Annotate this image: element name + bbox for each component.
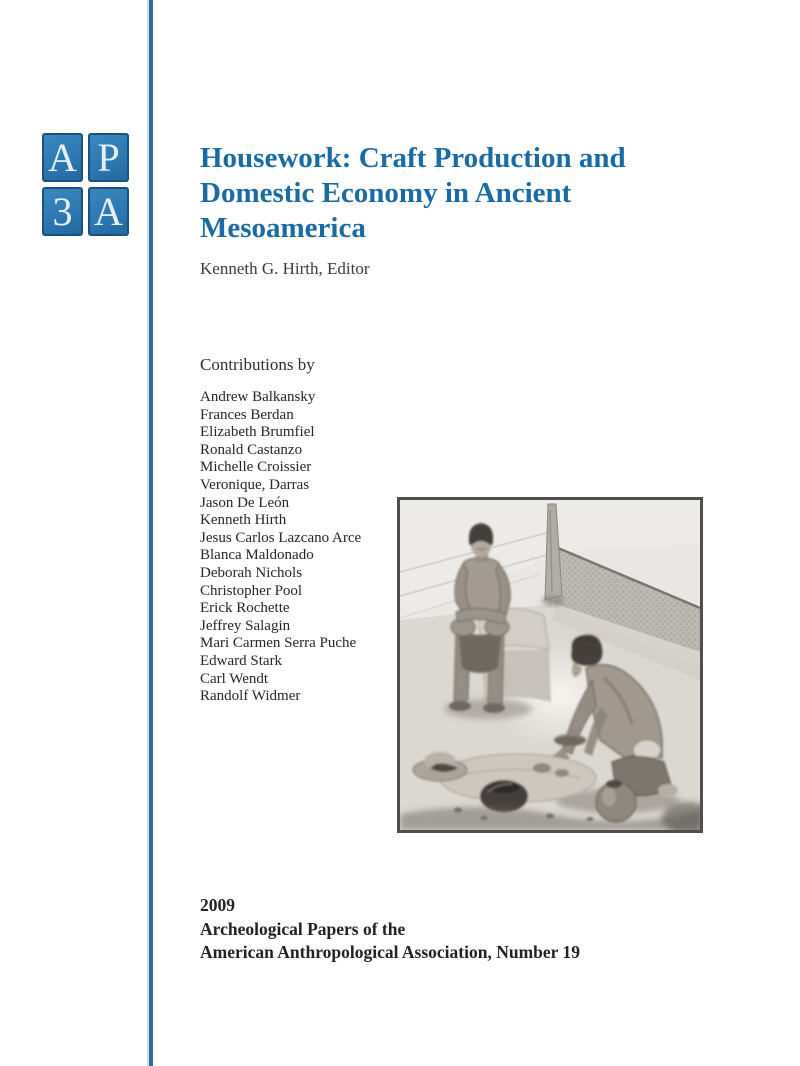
contributor-name: Mari Carmen Serra Puche — [200, 635, 357, 652]
contributor-name: Elizabeth Brumfiel — [200, 424, 315, 441]
contributor-name: Deborah Nichols — [200, 564, 303, 581]
contributor-name: Carl Wendt — [200, 670, 269, 687]
contributor-name: Blanca Maldonado — [200, 547, 314, 564]
imprint — [200, 894, 580, 965]
contributor-name: Michelle Croissier — [200, 459, 312, 476]
cover-illustration — [397, 497, 703, 833]
contributor-name: Jason De León — [200, 494, 290, 511]
imprint-publisher-line2: American Anthropological Association, Number 19 — [200, 942, 580, 962]
imprint-publisher-line1: Archeological Papers of the — [200, 918, 406, 939]
contributors-list — [200, 389, 361, 706]
contributor-name: Erick Rochette — [200, 600, 290, 617]
contributor-name: Randolf Widmer — [200, 688, 301, 705]
vertical-rule — [149, 0, 153, 1066]
book-title: Housework: Craft Production and Domestic Economy in Ancient Mesoamerica — [200, 142, 626, 244]
contributor-name: Jeffrey Salagin — [200, 617, 291, 634]
contributor-name: Frances Berdan — [200, 406, 294, 423]
contributor-name: Veronique, Darras — [200, 476, 310, 493]
logo-tile-letter: A — [88, 187, 129, 236]
logo-tile-letter: 3 — [42, 187, 83, 236]
contributions-heading: Contributions by — [200, 355, 315, 374]
logo-tile-letter: A — [42, 133, 83, 182]
contributor-name: Kenneth Hirth — [200, 512, 287, 529]
imprint-year: 2009 — [200, 895, 235, 915]
editor-line: Kenneth G. Hirth, Editor — [200, 259, 370, 278]
contributor-name: Jesus Carlos Lazcano Arce — [200, 529, 362, 546]
contributor-name: Christopher Pool — [200, 582, 303, 599]
contributor-name: Ronald Castanzo — [200, 441, 303, 458]
ap3a-logo — [42, 133, 129, 236]
contributor-name: Edward Stark — [200, 652, 283, 669]
logo-tile-letter: P — [88, 133, 129, 182]
contributor-name: Andrew Balkansky — [200, 389, 316, 405]
